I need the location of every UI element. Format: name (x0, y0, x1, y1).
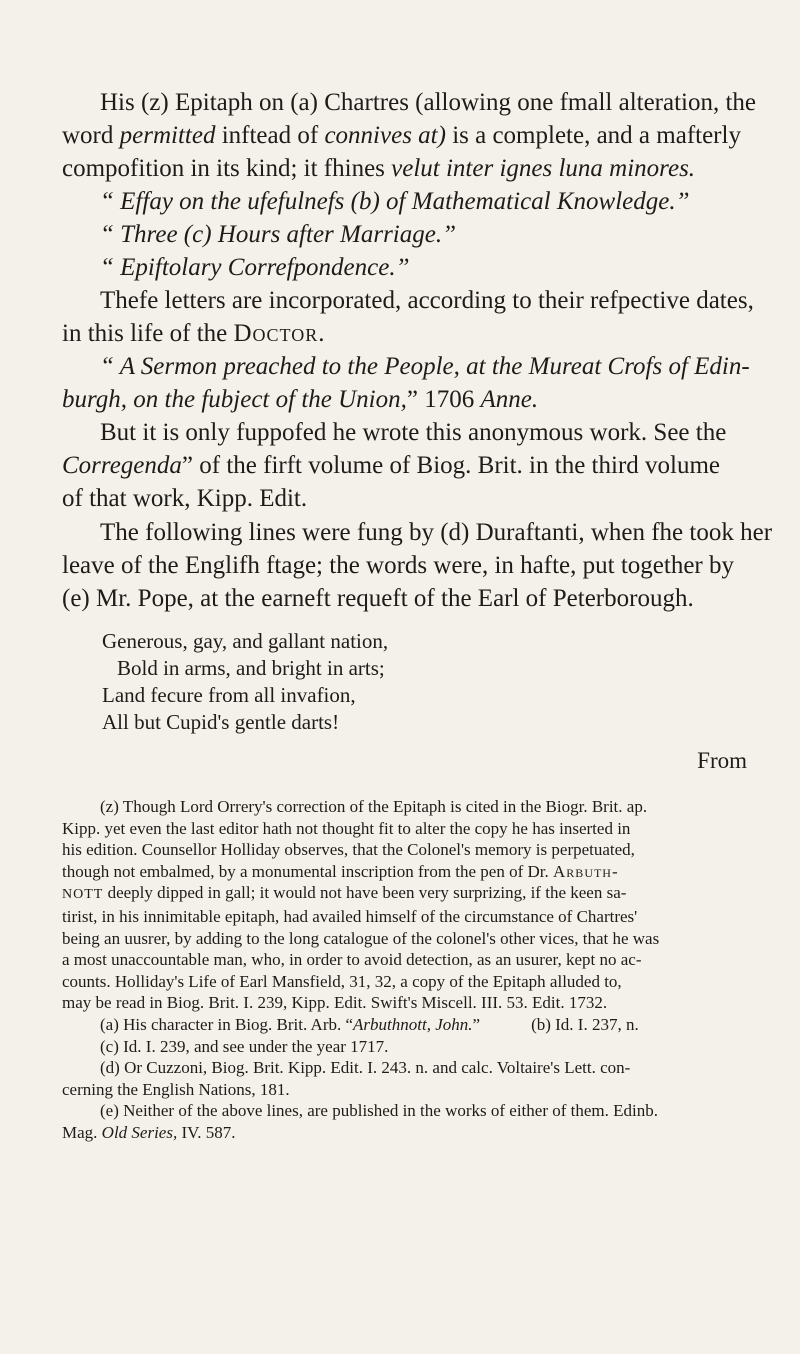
text-line: “ A Sermon preached to the People, at the Mureat Crofs of Edin- (100, 353, 750, 380)
footnote-c (62, 1036, 747, 1058)
note-line: NOTT deeply dipped in gall; it would not have been very surprizing, if the keen sa- (62, 883, 627, 903)
sermon-title (62, 350, 750, 416)
footnote-d (62, 1057, 747, 1100)
note-line: though not embalmed, by a monumental inscription from the pen of Dr. Arbuth- (62, 861, 619, 881)
text-line: But it is only fuppofed he wrote this anonymous work. See the (100, 419, 727, 446)
note-line: Mag. Old Series, IV. 587. (62, 1122, 236, 1142)
text-line: (e) Mr. Pope, at the earneft requeft of the Earl of Peterborough. (62, 585, 694, 612)
text-line: Thefe letters are incorporated, according to their refpective dates, (100, 287, 754, 314)
footnotes (62, 796, 747, 1144)
text-line: burgh, on the fubject of the Union,” 1706 Anne. (62, 386, 539, 413)
text-line: compofition in its kind; it fhines velut inter ignes luna minores. (62, 155, 696, 182)
title-epistolary: “ Epiftolary Correfpondence.” (100, 254, 410, 281)
note-line: Kipp. yet even the last editor hath not thought fit to alter the copy he has inserted in (62, 818, 631, 838)
text-line: Corregenda” of the firft volume of Biog. Brit. in the third volume (62, 452, 721, 479)
paragraph-epitaph (62, 86, 757, 185)
note-line: (e) Neither of the above lines, are published in the works of either of them. Edinb. (100, 1101, 658, 1121)
paragraph-song (62, 516, 773, 615)
verse-line: Bold in arms, and bright in arts; (117, 656, 385, 680)
verse-block (102, 628, 388, 736)
note-line: his edition. Counsellor Holliday observes, that the Colonel's memory is perpetuated, (62, 840, 635, 860)
note-line: (a) His character in Biog. Brit. Arb. “Arbuthnott, John.” (b) Id. I. 237, n. (100, 1014, 639, 1034)
text-line: His (z) Epitaph on (a) Chartres (allowing one fmall alteration, the (100, 89, 757, 116)
title-essay: “ Effay on the ufefulnefs (b) of Mathematical Knowledge.” (100, 188, 690, 215)
footnote-z (62, 796, 747, 1014)
note-line: counts. Holliday's Life of Earl Mansfield, 31, 32, a copy of the Epitaph alluded to, (62, 971, 622, 991)
note-line: (d) Or Cuzzoni, Biog. Brit. Kipp. Edit. I. 243. n. and calc. Voltaire's Lett. con- (100, 1058, 631, 1078)
footnote-e (62, 1100, 747, 1143)
footnote-a-b (62, 1014, 747, 1036)
note-line: may be read in Biog. Brit. I. 239, Kipp. Edit. Swift's Miscell. III. 53. Edit. 1732. (62, 993, 608, 1013)
note-line: (z) Though Lord Orrery's correction of the Epitaph is cited in the Biogr. Brit. ap. (100, 797, 648, 816)
text-line: The following lines were fung by (d) Duraftanti, when fhe took her (100, 519, 773, 546)
catchword: From (697, 748, 747, 773)
text-line: of that work, Kipp. Edit. (62, 485, 308, 512)
verse-line: Generous, gay, and gallant nation, (102, 629, 389, 653)
verse-line: Land fecure from all invafion, (102, 683, 356, 707)
work-titles (62, 185, 747, 284)
verse-line: All but Cupid's gentle darts! (102, 710, 340, 734)
note-line: tirist, in his innimitable epitaph, had availed himself of the circumstance of Chartres' (62, 906, 638, 926)
note-line: cerning the English Nations, 181. (62, 1079, 290, 1099)
note-line: being an uusrer, by adding to the long catalogue of the colonel's other vices, that he was (62, 928, 660, 948)
paragraph-anonymous (62, 416, 747, 515)
text-line: word permitted inftead of connives at) is a complete, and a mafterly (62, 122, 741, 149)
note-line: (c) Id. I. 239, and see under the year 1717. (100, 1036, 389, 1056)
text-line: in this life of the Doctor. (62, 320, 326, 347)
note-line: a most unaccountable man, who, in order to avoid detection, as an usurer, kept no ac- (62, 950, 642, 970)
paragraph-letters (62, 284, 754, 350)
text-line: leave of the Englifh ftage; the words were, in hafte, put together by (62, 552, 734, 579)
title-three-hours: “ Three (c) Hours after Marriage.” (100, 221, 457, 248)
